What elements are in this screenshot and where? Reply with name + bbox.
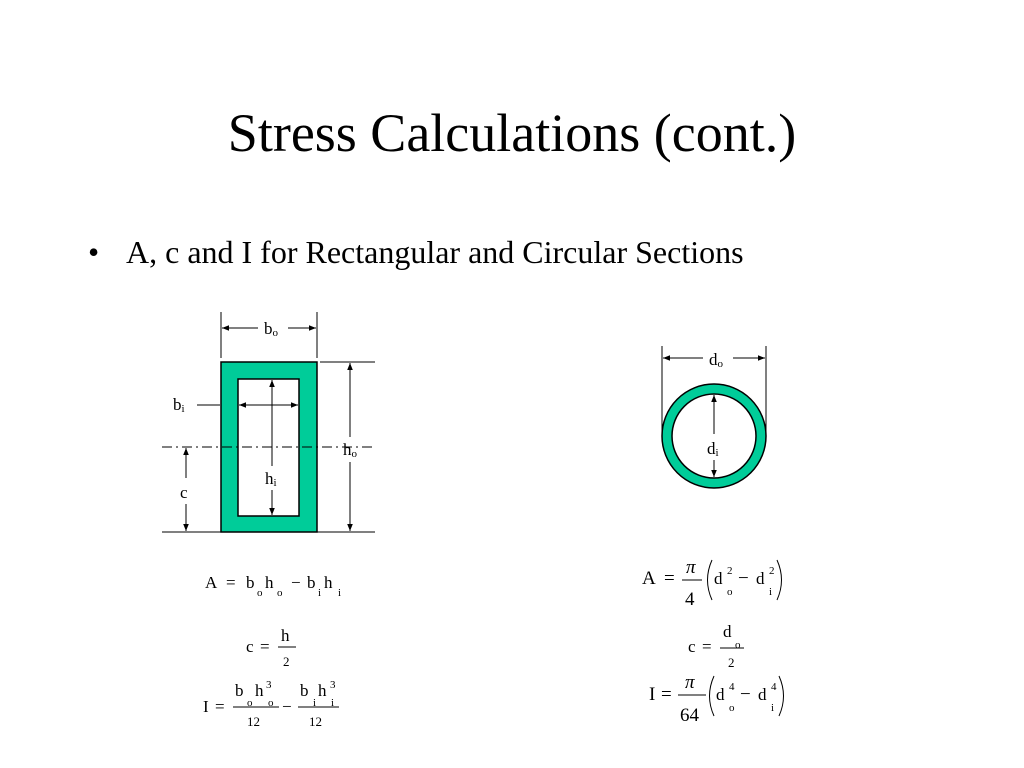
svg-text:I: I (203, 697, 209, 716)
svg-text:i: i (338, 587, 342, 599)
svg-text:−: − (738, 568, 749, 589)
svg-text:o: o (727, 586, 733, 598)
svg-text:i: i (313, 697, 317, 709)
circle-area-formula (642, 557, 782, 610)
slide-title: Stress Calculations (cont.) (227, 103, 797, 163)
label-hi: hi (265, 469, 277, 489)
svg-text:d: d (716, 685, 725, 704)
circular-section (662, 346, 766, 488)
rect-area-formula (205, 573, 341, 599)
rect-inertia-formula (203, 679, 339, 729)
rectangular-section (162, 312, 375, 532)
svg-text:−: − (291, 573, 301, 592)
label-bo: bo (264, 319, 278, 339)
svg-text:o: o (247, 697, 253, 709)
svg-text:12: 12 (309, 714, 322, 729)
rect-c-formula (246, 626, 296, 669)
svg-text:4: 4 (771, 681, 777, 693)
svg-text:64: 64 (680, 705, 699, 726)
svg-text:=: = (661, 684, 672, 705)
svg-text:=: = (226, 573, 236, 592)
svg-text:−: − (740, 684, 751, 705)
svg-text:h: h (255, 681, 264, 700)
svg-text:A: A (205, 573, 218, 592)
svg-text:4: 4 (729, 681, 735, 693)
svg-text:d: d (723, 622, 732, 641)
circle-c-formula (688, 622, 744, 670)
label-do: do (709, 350, 723, 370)
svg-text:o: o (268, 697, 274, 709)
svg-text:o: o (735, 639, 741, 651)
svg-text:o: o (257, 587, 263, 599)
svg-text:A: A (642, 568, 656, 589)
bullet-icon: • (88, 234, 100, 270)
svg-text:3: 3 (266, 679, 272, 691)
label-di: di (707, 439, 719, 459)
svg-text:2: 2 (727, 565, 733, 577)
svg-text:d: d (756, 569, 765, 588)
svg-text:d: d (758, 685, 767, 704)
svg-text:c: c (688, 637, 696, 656)
svg-text:4: 4 (685, 589, 695, 610)
label-c: c (180, 483, 188, 502)
svg-text:i: i (771, 702, 775, 714)
svg-text:I: I (649, 684, 656, 705)
svg-text:b: b (246, 573, 255, 592)
svg-text:2: 2 (728, 655, 735, 670)
svg-text:h: h (318, 681, 327, 700)
label-bi: bi (173, 395, 185, 415)
svg-text:i: i (769, 586, 773, 598)
svg-text:h: h (265, 573, 274, 592)
svg-text:o: o (277, 587, 283, 599)
svg-text:2: 2 (283, 654, 290, 669)
label-ho: ho (343, 440, 357, 460)
bullet-text: A, c and I for Rectangular and Circular Sections (126, 234, 744, 270)
svg-text:π: π (686, 557, 696, 578)
circle-inertia-formula (649, 672, 784, 726)
svg-text:b: b (300, 681, 309, 700)
svg-text:=: = (215, 697, 225, 716)
svg-text:o: o (729, 702, 735, 714)
svg-text:=: = (664, 568, 675, 589)
svg-text:b: b (307, 573, 316, 592)
svg-text:12: 12 (247, 714, 260, 729)
svg-text:3: 3 (330, 679, 336, 691)
svg-text:h: h (281, 626, 290, 645)
svg-text:−: − (282, 697, 292, 716)
svg-text:=: = (260, 637, 270, 656)
svg-text:d: d (714, 569, 723, 588)
svg-text:π: π (685, 672, 695, 693)
svg-text:=: = (702, 637, 712, 656)
svg-text:2: 2 (769, 565, 775, 577)
svg-text:h: h (324, 573, 333, 592)
svg-text:b: b (235, 681, 244, 700)
svg-text:i: i (331, 697, 335, 709)
svg-text:c: c (246, 637, 254, 656)
svg-text:i: i (318, 587, 322, 599)
